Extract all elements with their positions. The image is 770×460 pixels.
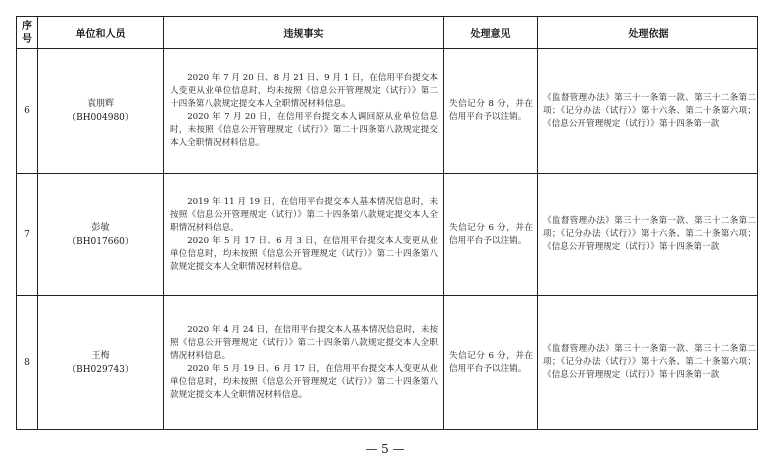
fact-paragraph: 2020 年 7 月 20 日、8 月 21 日、9 月 1 日，在信用平台提交本人变更从业单位信息时，均未按照《信息公开管理规定（试行）》第二十四条第八款规定提交本人全职情况材料信息。 bbox=[170, 73, 438, 109]
row-seq: 8 bbox=[17, 296, 38, 429]
row-opinion bbox=[444, 296, 538, 429]
header-facts: 违规事实 bbox=[164, 17, 444, 48]
fact-paragraph: 2020 年 7 月 20 日，在信用平台提交本人调回原从业单位信息时，未按照《信息公开管理规定（试行）》第二十四条第八款规定提交本人全职情况材料信息。 bbox=[170, 112, 438, 148]
table-row bbox=[17, 174, 757, 296]
header-unit: 单位和人员 bbox=[38, 17, 164, 48]
row-person bbox=[38, 49, 164, 173]
row-person bbox=[38, 296, 164, 429]
opinion-text: 失信记分 8 分，并在信用平台予以注销。 bbox=[449, 99, 533, 122]
fact-paragraph: 2020 年 5 月 17 日、6 月 3 日，在信用平台提交本人变更从业单位信息时，均未按照《信息公开管理规定（试行）》第二十四条第八款规定提交本人全职情况材料信息。 bbox=[170, 235, 438, 272]
table-header-row bbox=[17, 17, 757, 49]
fact-paragraph: 2020 年 4 月 24 日，在信用平台提交本人基本情况信息时，未按照《信息公开管理规定（试行）》第二十四条第八款规定提交本人全职情况材料信息。 bbox=[170, 324, 438, 361]
row-basis bbox=[538, 296, 759, 429]
row-seq: 7 bbox=[17, 174, 38, 295]
violations-table bbox=[16, 16, 758, 430]
person-id: （BH017660） bbox=[67, 236, 134, 247]
row-facts bbox=[164, 296, 444, 429]
person-name: 彭敏 bbox=[91, 222, 110, 233]
table-row bbox=[17, 49, 757, 174]
header-basis: 处理依据 bbox=[628, 29, 669, 40]
header-seq bbox=[17, 17, 38, 48]
person-id: （BH029743） bbox=[67, 364, 134, 375]
row-opinion bbox=[444, 174, 538, 295]
opinion-text: 失信记分 6 分，并在信用平台予以注销。 bbox=[449, 350, 533, 374]
row-facts bbox=[164, 174, 444, 295]
basis-text: 《监督管理办法》第三十一条第一款、第三十二条第二项；《记分办法（试行）》第十六条、第二十条第六项；《信息公开管理规定（试行）》第十四条第一款 bbox=[543, 216, 756, 252]
fact-paragraph: 2020 年 5 月 19 日、6 月 17 日，在信用平台提交本人变更从业单位信息时，均未按照《信息公开管理规定（试行）》第二十四条第八款规定提交本人全职情况材料信息。 bbox=[170, 363, 438, 400]
person-name: 袁朋辉 bbox=[86, 99, 114, 109]
table-row bbox=[17, 296, 757, 429]
row-basis bbox=[538, 174, 759, 295]
row-facts bbox=[164, 49, 444, 173]
row-opinion bbox=[444, 49, 538, 173]
fact-paragraph: 2019 年 11 月 19 日，在信用平台提交本人基本情况信息时，未按照《信息公开管理规定（试行）》第二十四条第八款规定提交本人全职情况材料信息。 bbox=[170, 196, 438, 233]
row-person bbox=[38, 174, 164, 295]
header-seq-text: 序 号 bbox=[22, 20, 32, 45]
basis-text: 《监督管理办法》第三十一条第一款、第三十二条第二项；《记分办法（试行）》第十六条、第二十条第六项；《信息公开管理规定（试行）》第十四条第一款 bbox=[543, 92, 756, 129]
opinion-text: 失信记分 6 分，并在信用平台予以注销。 bbox=[449, 222, 533, 246]
person-id: （BH004980） bbox=[67, 113, 134, 123]
header-opinion: 处理意见 bbox=[444, 17, 538, 48]
page-number: — 5 — bbox=[365, 442, 405, 456]
basis-text: 《监督管理办法》第三十一条第一款、第三十二条第二项；《记分办法（试行）》第十六条、第二十条第六项；《信息公开管理规定（试行）》第十四条第一款 bbox=[543, 344, 756, 380]
person-name: 王梅 bbox=[91, 350, 110, 361]
row-seq: 6 bbox=[17, 49, 38, 173]
row-basis bbox=[538, 49, 759, 173]
